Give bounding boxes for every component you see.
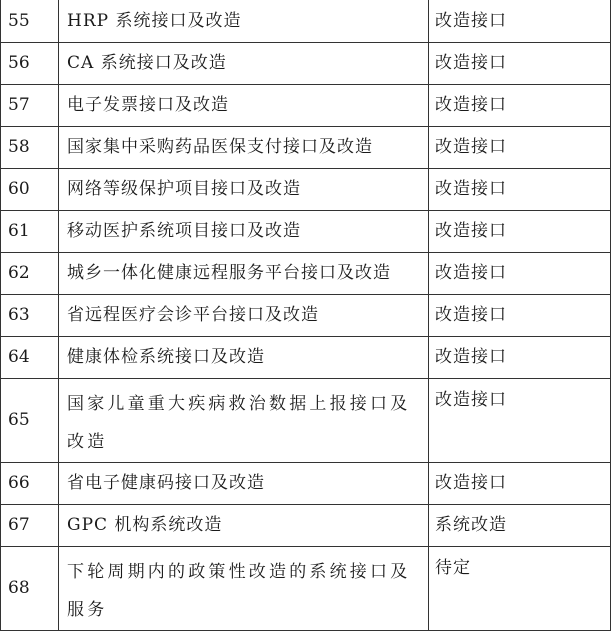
table-row [1, 462, 611, 504]
row-item-type: 改造接口 [429, 336, 611, 378]
table-row [1, 294, 611, 336]
table-row [1, 504, 611, 546]
table-row [1, 42, 611, 84]
table-row [1, 84, 611, 126]
row-number: 68 [1, 546, 59, 630]
row-item-name: 国家集中采购药品医保支付接口及改造 [59, 126, 429, 168]
row-item-name: 省电子健康码接口及改造 [59, 462, 429, 504]
row-number: 60 [1, 168, 59, 210]
row-number: 61 [1, 210, 59, 252]
row-item-name: GPC 机构系统改造 [59, 504, 429, 546]
row-number: 66 [1, 462, 59, 504]
table-row [1, 252, 611, 294]
row-item-type: 系统改造 [429, 504, 611, 546]
row-item-type: 改造接口 [429, 252, 611, 294]
row-item-type: 改造接口 [429, 84, 611, 126]
row-item-type: 改造接口 [429, 42, 611, 84]
row-item-name: HRP 系统接口及改造 [59, 0, 429, 42]
row-number: 56 [1, 42, 59, 84]
table-row [1, 378, 611, 462]
row-number: 58 [1, 126, 59, 168]
row-item-name: 省远程医疗会诊平台接口及改造 [59, 294, 429, 336]
row-number: 65 [1, 378, 59, 462]
row-item-name: 电子发票接口及改造 [59, 84, 429, 126]
row-item-type: 改造接口 [429, 462, 611, 504]
row-number: 57 [1, 84, 59, 126]
row-item-type: 改造接口 [429, 294, 611, 336]
row-item-type: 待定 [429, 546, 611, 630]
row-item-type: 改造接口 [429, 210, 611, 252]
row-item-name: 网络等级保护项目接口及改造 [59, 168, 429, 210]
table-row [1, 546, 611, 630]
table-row [1, 168, 611, 210]
row-item-type: 改造接口 [429, 0, 611, 42]
row-number: 64 [1, 336, 59, 378]
row-item-name: 城乡一体化健康远程服务平台接口及改造 [59, 252, 429, 294]
row-item-type: 改造接口 [429, 126, 611, 168]
row-item-type: 改造接口 [429, 378, 611, 462]
table-row [1, 210, 611, 252]
row-item-name: 国家儿童重大疾病救治数据上报接口及改造 [59, 378, 429, 462]
row-item-name: 健康体检系统接口及改造 [59, 336, 429, 378]
row-item-name: 下轮周期内的政策性改造的系统接口及服务 [59, 546, 429, 630]
table-row [1, 0, 611, 42]
table-row [1, 126, 611, 168]
row-number: 67 [1, 504, 59, 546]
row-number: 62 [1, 252, 59, 294]
row-number: 55 [1, 0, 59, 42]
row-item-name: CA 系统接口及改造 [59, 42, 429, 84]
row-item-name: 移动医护系统项目接口及改造 [59, 210, 429, 252]
row-number: 63 [1, 294, 59, 336]
table-row [1, 336, 611, 378]
row-item-type: 改造接口 [429, 168, 611, 210]
